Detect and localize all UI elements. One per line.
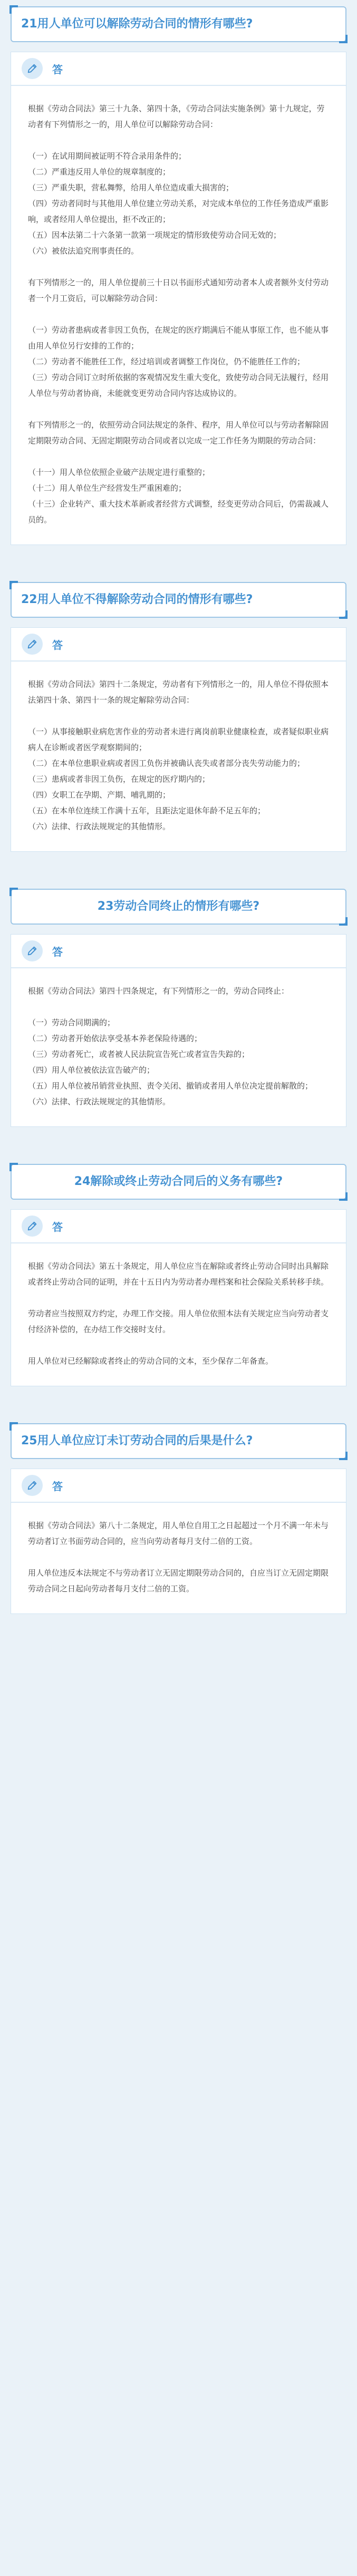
- list-item: （四）劳动者同时与其他用人单位建立劳动关系，对完成本单位的工作任务造成严重影响，或者经用人单位提出，拒不改正的；: [28, 199, 329, 224]
- question-title-text: 24解除或终止劳动合同后的义务有哪些?: [74, 1175, 283, 1188]
- pencil-icon: [22, 58, 43, 79]
- paragraph: 根据《劳动合同法》第三十九条、第四十条，《劳动合同法实施条例》第十九规定，劳动者有下列情形之一的，用人单位可以解除劳动合同：: [28, 104, 325, 129]
- list-item: （一）劳动合同期满的；: [28, 1018, 115, 1027]
- list-item: （四）用人单位被依法宣告破产的；: [28, 1065, 155, 1075]
- answer-body: [11, 86, 346, 545]
- paragraph: 劳动者应当按照双方约定，办理工作交接。用人单位依照本法有关规定应当向劳动者支付经济补偿的，在办结工作交接时支付。: [28, 1309, 329, 1334]
- article: [11, 0, 346, 1614]
- paragraph: 用人单位违反本法规定不与劳动者订立无固定期限劳动合同的，自应当订立无固定期限劳动合同之日起向劳动者每月支付二倍的工资。: [28, 1568, 329, 1593]
- list-item: （一）劳动者患病或者非因工负伤，在规定的医疗期满后不能从事原工作，也不能从事由用人单位另行安排的工作的；: [28, 325, 329, 351]
- answer-card: [11, 1469, 346, 1614]
- corner-decoration: [339, 1452, 348, 1460]
- answer-header: [11, 628, 346, 662]
- paragraph: 根据《劳动合同法》第五十条规定，用人单位应当在解除或者终止劳动合同时出具解除或者终止劳动合同的证明，并在十五日内为劳动者办理档案和社会保险关系转移手续。: [28, 1261, 329, 1287]
- list-item: （三）劳动者死亡，或者被人民法院宣告死亡或者宣告失踪的；: [28, 1049, 250, 1059]
- answer-label: 答: [52, 638, 63, 652]
- corner-decoration: [9, 888, 18, 896]
- answer-body: [11, 1503, 346, 1613]
- list-item: （二）劳动者开始依法享受基本养老保险待遇的；: [28, 1034, 202, 1043]
- list-item: （四）女职工在孕期、产期、哺乳期的；: [28, 790, 171, 800]
- answer-card: [11, 627, 346, 852]
- question-title: [11, 889, 346, 925]
- list-item: （十三）企业转产、重大技术革新或者经营方式调整，经变更劳动合同后，仍需裁减人员的。: [28, 499, 329, 524]
- qa-section-25: [11, 1423, 346, 1614]
- list-item: （五）因本法第二十六条第一款第一项规定的情形致使劳动合同无效的；: [28, 230, 282, 240]
- answer-card: [11, 934, 346, 1127]
- question-title: [11, 1164, 346, 1200]
- question-title-text: 21用人单位可以解除劳动合同的情形有哪些?: [21, 17, 253, 31]
- list-item: （六）法律、行政法规规定的其他情形。: [28, 1097, 171, 1106]
- answer-card: [11, 1209, 346, 1386]
- pencil-icon: [22, 1216, 43, 1237]
- paragraph: 根据《劳动合同法》第四十四条规定，有下列情形之一的，劳动合同终止：: [28, 986, 290, 996]
- pencil-icon: [22, 1475, 43, 1496]
- list-item: （五）在本单位连续工作满十五年，且距法定退休年龄不足五年的；: [28, 806, 266, 815]
- list-item: （六）法律、行政法规规定的其他情形。: [28, 822, 171, 831]
- pencil-icon: [22, 940, 43, 961]
- paragraph: 根据《劳动合同法》第四十二条规定，劳动者有下列情形之一的，用人单位不得依照本法第四十条、第四十一条的规定解除劳动合同：: [28, 679, 329, 705]
- answer-body: [11, 662, 346, 851]
- corner-decoration: [339, 1192, 348, 1201]
- answer-label: 答: [52, 1220, 63, 1233]
- question-title-text: 22用人单位不得解除劳动合同的情形有哪些?: [21, 593, 253, 606]
- list-item: （六）被依法追究刑事责任的。: [28, 246, 139, 256]
- corner-decoration: [339, 35, 348, 43]
- question-title-text: 25用人单位应订未订劳动合同的后果是什么?: [21, 1434, 253, 1447]
- paragraph: 有下列情形之一的，用人单位提前三十日以书面形式通知劳动者本人或者额外支付劳动者一个月工资后，可以解除劳动合同：: [28, 278, 329, 303]
- answer-header: [11, 935, 346, 968]
- question-title: [11, 582, 346, 618]
- corner-decoration: [9, 5, 18, 14]
- list-item: （一）从事接触职业病危害作业的劳动者未进行离岗前职业健康检查，或者疑似职业病病人在诊断或者医学观察期间的；: [28, 727, 329, 752]
- list-item: （三）严重失职，营私舞弊，给用人单位造成重大损害的；: [28, 183, 234, 192]
- list-item: （三）劳动合同订立时所依据的客观情况发生重大变化，致使劳动合同无法履行，经用人单位与劳动者协商，未能就变更劳动合同内容达成协议的。: [28, 373, 329, 398]
- qa-section-21: [11, 6, 346, 545]
- list-item: （十一）用人单位依照企业破产法规定进行重整的；: [28, 468, 210, 477]
- qa-section-23: [11, 889, 346, 1127]
- corner-decoration: [9, 581, 18, 589]
- answer-header: [11, 52, 346, 86]
- corner-decoration: [339, 917, 348, 926]
- list-item: （一）在试用期间被证明不符合录用条件的；: [28, 151, 187, 161]
- list-item: （二）劳动者不能胜任工作，经过培训或者调整工作岗位，仍不能胜任工作的；: [28, 357, 305, 366]
- question-title: [11, 1423, 346, 1459]
- paragraph: 根据《劳动合同法》第八十二条规定，用人单位自用工之日起超过一个月不满一年未与劳动者订立书面劳动合同的，应当向劳动者每月支付二倍的工资。: [28, 1521, 329, 1546]
- list-item: （十二）用人单位生产经营发生严重困难的；: [28, 483, 187, 493]
- list-item: （二）在本单位患职业病或者因工负伤并被确认丧失或者部分丧失劳动能力的；: [28, 759, 305, 768]
- list-item: （五）用人单位被吊销营业执照、责令关闭、撤销或者用人单位决定提前解散的；: [28, 1081, 313, 1091]
- answer-label: 答: [52, 63, 63, 76]
- corner-decoration: [9, 1163, 18, 1171]
- answer-header: [11, 1469, 346, 1503]
- list-item: （三）患病或者非因工负伤，在规定的医疗期内的；: [28, 774, 210, 784]
- question-title-text: 23劳动合同终止的情形有哪些?: [97, 900, 260, 913]
- qa-section-24: [11, 1164, 346, 1386]
- pencil-icon: [22, 634, 43, 655]
- answer-body: [11, 1243, 346, 1386]
- qa-section-22: [11, 582, 346, 852]
- corner-decoration: [9, 1422, 18, 1431]
- answer-label: 答: [52, 945, 63, 958]
- paragraph: 有下列情形之一的，依照劳动合同法规定的条件、程序，用人单位可以与劳动者解除固定期限劳动合同、无固定期限劳动合同或者以完成一定工作任务为期限的劳动合同：: [28, 420, 329, 445]
- answer-card: [11, 52, 346, 545]
- list-item: （二）严重违反用人单位的规章制度的；: [28, 167, 171, 177]
- answer-label: 答: [52, 1480, 63, 1493]
- answer-body: [11, 968, 346, 1126]
- question-title: [11, 6, 346, 42]
- corner-decoration: [339, 610, 348, 619]
- paragraph: 用人单位对已经解除或者终止的劳动合同的文本，至少保存二年备查。: [28, 1356, 274, 1366]
- answer-header: [11, 1210, 346, 1243]
